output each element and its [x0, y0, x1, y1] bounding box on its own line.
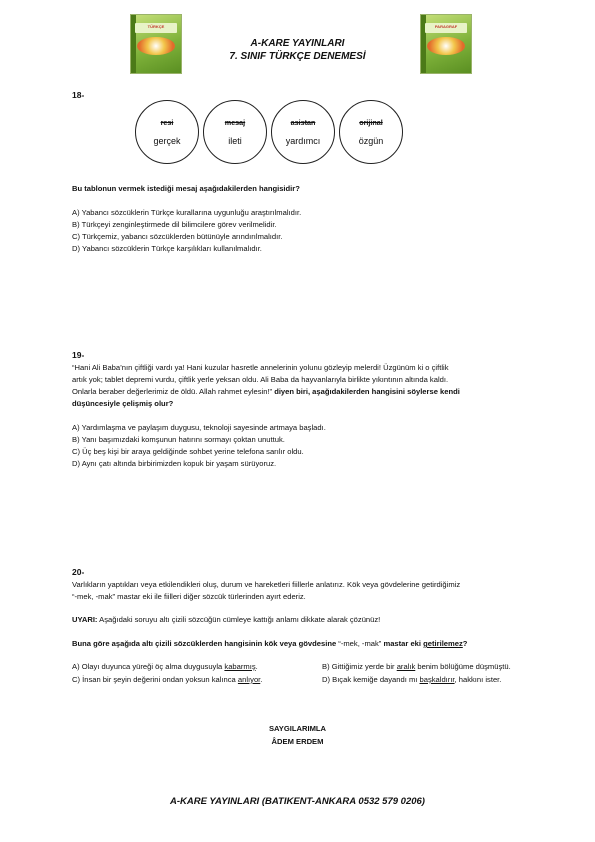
foreign-word: mesaj [224, 118, 246, 127]
question-18-option-d[interactable]: D) Yabancı sözcüklerin Türkçe karşılıkları kullanılmalıdır. [72, 244, 262, 253]
question-18-option-b[interactable]: B) Türkçeyi zenginleştirmede dil bilimcilere görev verilmelidir. [72, 220, 277, 229]
question-20-option-a[interactable]: A) Olayı duyunca yüreği öç alma duygusuyla kabarmış. [72, 662, 258, 671]
question-19-stem: düşüncesiyle çelişmiş olur? [72, 399, 174, 408]
question-18-number: 18- [72, 90, 85, 100]
exam-title: 7. SINIF TÜRKÇE DENEMESİ [229, 51, 366, 62]
question-20-option-d[interactable]: D) Bıçak kemiğe dayandı mı başkaldırır, hakkını ister. [322, 675, 502, 684]
question-20-info-line-1: Varlıkların yaptıkları veya etkilendikleri oluş, durum ve hareketleri fiillerle anlatırız. Kök veya gövdelerine getirdiğimiz [72, 580, 461, 589]
question-20-option-c[interactable]: C) İnsan bir şeyin değerini ondan yoksun kalınca anlıyor. [72, 675, 263, 684]
question-19-option-a[interactable]: A) Yardımlaşma ve paylaşım duygusu, teknoloji sayesinde artmaya başladı. [72, 423, 326, 432]
turkish-word: gerçek [153, 136, 181, 146]
word-circle-2 [203, 100, 267, 164]
signature-name: ÂDEM ERDEM [271, 737, 324, 746]
question-20-stem: Buna göre aşağıda altı çizili sözcüklerden hangisinin kök veya gövdesine “-mek, -mak” mastar eki getirilemez? [72, 639, 468, 648]
underlined-word: anlıyor [237, 675, 261, 684]
publisher-title: A-KARE YAYINLARI [250, 38, 345, 49]
turkish-word: özgün [358, 136, 384, 146]
question-19-passage-line-1: “Hani Ali Baba’nın çiftliği vardı ya! Hani kuzular hasretle annelerinin yolunu gözleyip melerdi! Üzgünüm ki o çiftlik [72, 363, 449, 372]
question-19-option-b[interactable]: B) Yanı başımızdaki komşunun hatırını sormayı çoktan unuttuk. [72, 435, 285, 444]
underlined-word: başkaldırır [419, 675, 455, 684]
question-20-number: 20- [72, 567, 85, 577]
word-circle-4 [339, 100, 403, 164]
question-20-info-line-2: “-mek, -mak” mastar eki ile fiilleri diğer sözcük türlerinden ayırt ederiz. [72, 592, 306, 601]
question-18-stem: Bu tablonun vermek istediği mesaj aşağıdakilerden hangisidir? [72, 184, 300, 193]
question-19-number: 19- [72, 350, 85, 360]
signature-closing: SAYGILARIMLA [268, 724, 327, 733]
question-19-passage-line-3: Onlarla beraber değerlerimiz de öldü. Allah rahmet eylesin!” diyen biri, aşağıdakilerden hangisini söylerse kendi [72, 387, 460, 396]
question-19-option-c[interactable]: C) Üç beş kişi bir araya geldiğinde sohbet yerine telefona sarılır oldu. [72, 447, 304, 456]
question-20-option-b[interactable]: B) Gittiğimiz yerde bir aralık benim bölüğüme düşmüştü. [322, 662, 511, 671]
foreign-word: asistan [290, 118, 316, 127]
question-19-passage-line-2: artık yok; tablet depremi vurdu, çiftlik yerle yeksan oldu. Ali Baba da hayvanlarıyla birlikte yıkıntının altında kaldı. [72, 375, 449, 384]
word-circle-1 [135, 100, 199, 164]
book-cover-logo-left: TÜRKÇE [130, 14, 182, 74]
turkish-word: yardımcı [285, 136, 321, 146]
book-cover-logo-right: PARAGRAF [420, 14, 472, 74]
question-18-option-c[interactable]: C) Türkçemiz, yabancı sözcüklerden bütünüyle arındırılmalıdır. [72, 232, 283, 241]
footer-publisher-contact: A-KARE YAYINLARI (BATIKENT-ANKARA 0532 579 0206) [170, 796, 425, 807]
question-19-option-d[interactable]: D) Aynı çatı altında birbirimizden kopuk bir yaşam sürüyoruz. [72, 459, 277, 468]
word-circle-3 [271, 100, 335, 164]
foreign-word: orijinal [359, 118, 383, 127]
underlined-word: kabarmış [224, 662, 256, 671]
question-18-option-a[interactable]: A) Yabancı sözcüklerin Türkçe kurallarına uygunluğu araştırılmalıdır. [72, 208, 302, 217]
underlined-word: aralık [396, 662, 416, 671]
foreign-word: resi [160, 118, 174, 127]
turkish-word: ileti [228, 136, 242, 146]
question-20-warning: UYARI: Aşağıdaki soruyu altı çizili sözcüğün cümleye kattığı anlamı dikkate alarak çözünüz! [72, 615, 381, 624]
